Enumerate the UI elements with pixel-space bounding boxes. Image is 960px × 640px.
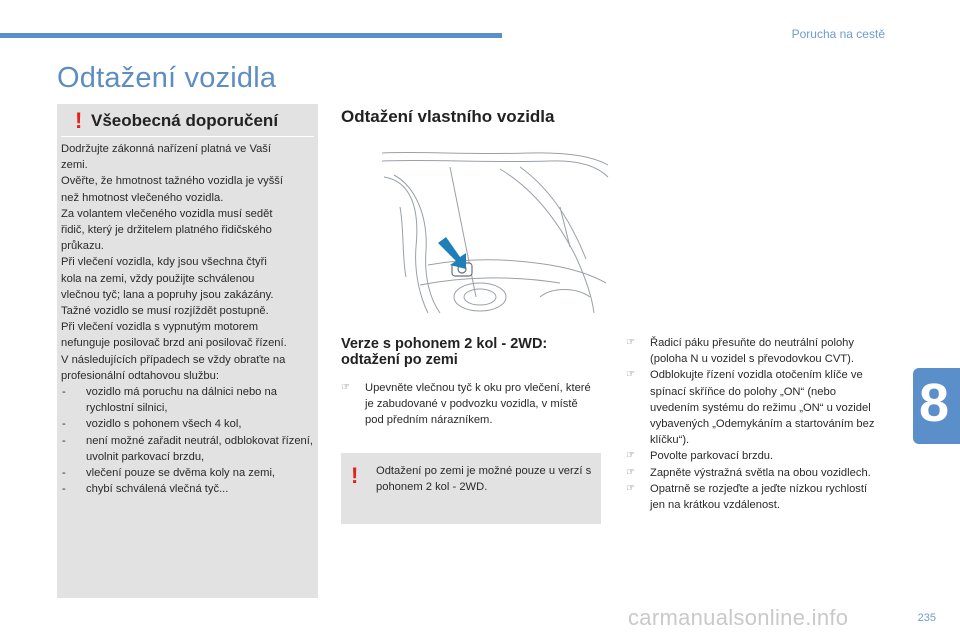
warning-line: Tažné vozidlo se musí rozjíždět postupně. — [61, 305, 269, 318]
note-text: Odtažení po zemi je možné pouze u verzí s pohonem 2 kol - 2WD. — [376, 465, 592, 494]
watermark: carmanualsonline.info — [628, 605, 849, 630]
running-head: Porucha na cestě — [791, 27, 885, 41]
section-subheading: Verze s pohonem 2 kol - 2WD: odtažení po zemi — [341, 336, 548, 368]
exclamation-icon: ! — [351, 463, 359, 488]
warning-line: řidič, který je držitelem platného řidičského — [61, 224, 272, 237]
page-title: Odtažení vozidla — [57, 62, 277, 94]
list-item: - vlečení pouze se dvěma koly na zemi, — [61, 465, 315, 481]
warning-line: Při vlečení vozidla s vypnutým motorem — [61, 321, 259, 334]
right-steps-list — [626, 335, 884, 513]
page-number: 235 — [917, 612, 936, 624]
warning-box-title: Všeobecná doporučení — [91, 111, 279, 130]
warning-line: profesionální odtahovou službu: — [61, 369, 219, 382]
header-accent-bar — [0, 33, 502, 38]
warning-line: vlečnou tyč; lana a popruhy jsou zakázány. — [61, 288, 274, 301]
list-item: ☞ Povolte parkovací brzdu. — [626, 448, 884, 464]
note-box — [341, 453, 601, 524]
warning-line: průkazu. — [61, 240, 104, 253]
warning-box-body — [61, 141, 315, 497]
left-steps-list — [341, 380, 599, 429]
list-item: - vozidlo má poruchu na dálnici nebo na rychlostní silnici, — [61, 384, 315, 416]
warning-line: V následujících případech se vždy obraťte na — [61, 353, 286, 366]
exclamation-icon: ! — [75, 108, 83, 133]
professional-service-list — [61, 384, 315, 497]
chapter-tab — [913, 368, 960, 444]
list-item: - chybí schválená vlečná tyč... — [61, 481, 315, 497]
section-title: Odtažení vlastního vozidla — [341, 107, 555, 126]
list-item: ☞ Zapněte výstražná světla na obou vozidlech. — [626, 465, 884, 481]
warning-line: Ověřte, že hmotnost tažného vozidla je vyšší — [61, 175, 283, 188]
warning-line: zemi. — [61, 159, 88, 172]
general-recommendations-box — [57, 104, 318, 598]
list-item: ☞ Odblokujte řízení vozidla otočením klíče ve spínací skříňce do polohy „ON“ (nebo uvedením systému do režimu „ON“ u vozidel vybavených „Odemykáním a startováním bez klíčku“). — [626, 367, 884, 448]
list-item: - není možné zařadit neutrál, odblokovat řízení, uvolnit parkovací brzdu, — [61, 433, 315, 465]
warning-line: než hmotnost vlečeného vozidla. — [61, 191, 224, 204]
chapter-number: 8 — [919, 373, 950, 433]
list-item: ☞ Opatrně se rozjeďte a jeďte nízkou rychlostí jen na krátkou vzdálenost. — [626, 481, 884, 513]
list-item: - vozidlo s pohonem všech 4 kol, — [61, 416, 315, 432]
warning-line: Za volantem vlečeného vozidla musí sedět — [61, 207, 273, 220]
warning-line: nefunguje posilovač brzd ani posilovač řízení. — [61, 337, 287, 350]
divider — [61, 136, 314, 137]
list-item: ☞ Upevněte vlečnou tyč k oku pro vlečení, které je zabudované v podvozku vozidla, v místě pod předním nárazníkem. — [341, 380, 599, 429]
warning-line: Při vlečení vozidla, kdy jsou všechna čtyři — [61, 256, 267, 269]
list-item: ☞ Řadicí páku přesuňte do neutrální polohy (poloha N u vozidel s převodovkou CVT). — [626, 335, 884, 367]
warning-line: kola na zemi, vždy použijte schválenou — [61, 272, 255, 285]
towing-eye-illustration — [380, 147, 610, 315]
warning-line: Dodržujte zákonná nařízení platná ve Vaší — [61, 143, 271, 155]
